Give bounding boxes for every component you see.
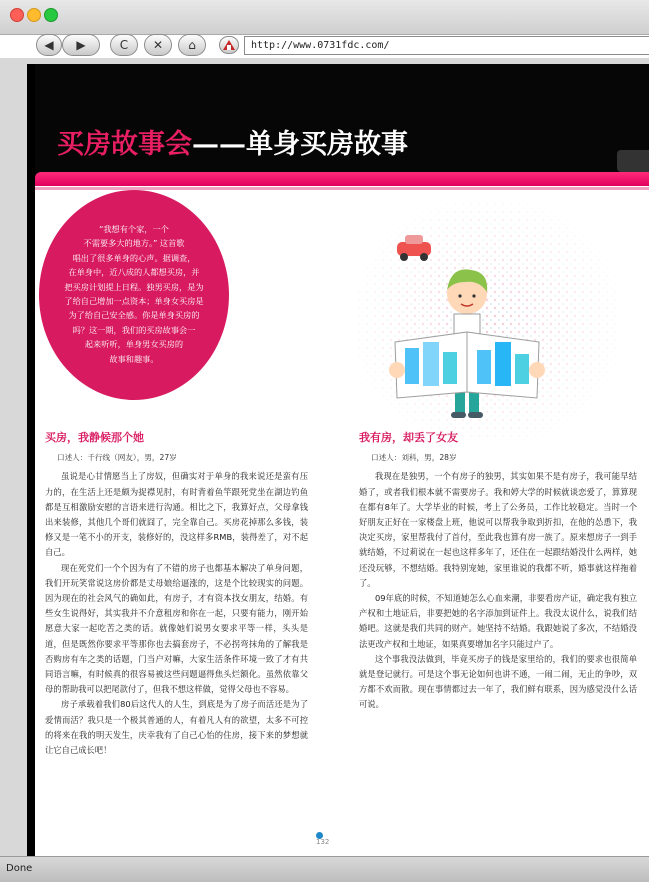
- man-reading-map-illustration: [357, 202, 617, 442]
- status-bar: [0, 856, 649, 882]
- story-right-narrator: 口述人：刘科，男，28岁: [371, 453, 457, 463]
- story-left: [45, 430, 308, 758]
- story-left-heading: 买房，我静候那个她: [45, 431, 144, 444]
- story-left-paragraph: 虽说是心甘情愿当上了房奴，但确实对于单身的我来说还是蛮有压力的，在生活上还是颇为捉襟见肘，有时背着鱼竿跟死党坐在湖边钓鱼都是互相激励安慰的言语来进行沟通。相比之下，我算好点，父母拿钱出来装修，其他几个哥们就囧了，完全靠自己。买房花掉那么多钱，装修又是一笔不小的开支，装修好的，没这样多RMB，装得差了，对不起自己。: [45, 471, 308, 558]
- intro-line: 了给自己增加一点资本；单身女买房是: [64, 296, 204, 307]
- forward-button[interactable]: [62, 34, 100, 56]
- back-arrow-icon: ◀: [44, 38, 54, 52]
- intro-line: “我想有个家，一个: [99, 224, 169, 234]
- intro-line: 吗？这一期，我们的买房故事会一: [72, 324, 196, 335]
- minimize-window-button[interactable]: [27, 8, 41, 22]
- stop-icon: ✕: [152, 38, 164, 52]
- magazine-header: [27, 64, 649, 186]
- home-icon: ⌂: [188, 38, 196, 52]
- url-text: http://www.0731fdc.com/: [251, 40, 390, 51]
- intro-line: 故事和趣事。: [109, 353, 159, 364]
- site-logo-icon: [220, 37, 238, 53]
- site-favicon: [219, 36, 239, 54]
- intro-circle: [39, 190, 229, 400]
- pink-ribbon: [35, 172, 649, 186]
- story-right-paragraph: 我现在是独男，一个有房子的独男，其实如果不是有房子，我可能早结婚了，或者我们根本就不需要房子。我和婷大学的时候就谈恋爱了，算算现在都有8年了。大学毕业的时候，考上了公务员，工作比较稳定。当时一个好朋友正好在一家楼盘上班，他说可以帮我争取到折扣，在他的怂恿下，我决定买房，家里帮我付了首付，至此我也算有房一族了。原来想房子一到手就结婚，不过莉说在一起也这样多年了，还住在一起跟结婚没什么两样，她还没玩够，不想结婚。我特别宠她，家里谁说的我都不听，婚事就这样拖着了。: [359, 471, 637, 588]
- browser-toolbar: [0, 34, 649, 58]
- page-number: 132: [316, 838, 330, 846]
- home-button[interactable]: [178, 34, 206, 56]
- story-left-paragraph: 房子承载着我们80后这代人的人生，到底是为了房子而活还是为了爱情而活？我只是一个极其普通的人，有着凡人有的欲望，太多不可控的将来在我的明天发生，庆幸我有了自己心怡的住房，接下来的梦想就让它自己成长吧！: [45, 699, 308, 756]
- story-right-paragraph: 这个事我没法做到，毕竟买房子的钱是家里给的，我们的要求也很简单就是登记就行。可是这个事无论如何也讲不通，一闹二闹，无止的争吵，双方都不欢而散。现在事情都过去一年了，我们鲜有联系，因为感觉没什么话可说。: [359, 653, 637, 710]
- page-viewport[interactable]: [27, 64, 649, 856]
- intro-line: 为了给自己安全感。你是单身买房的: [68, 310, 200, 321]
- status-text: Done: [6, 863, 33, 874]
- stop-button[interactable]: [144, 34, 172, 56]
- forward-arrow-icon: ▶: [76, 38, 86, 52]
- page-title: [57, 122, 408, 161]
- side-tab: [617, 150, 649, 172]
- intro-line: 把买房计划提上日程。独男买房，是为: [64, 281, 204, 292]
- address-bar[interactable]: [244, 36, 649, 55]
- window-titlebar: [0, 0, 649, 35]
- intro-line: 唱出了很多单身的心声。据调查，: [72, 252, 196, 263]
- intro-line: 起来听听，单身男女买房的: [84, 339, 184, 350]
- close-window-button[interactable]: [10, 8, 24, 22]
- page-left-border: [27, 64, 35, 856]
- intro-line: 在单身中，近八成的人都想买房，并: [68, 267, 200, 278]
- reload-icon: C: [119, 38, 129, 52]
- story-right-paragraph: 09年底的时候，不知道她怎么心血来潮，非要看房产证，确定我有独立产权和土地证后，非要把她的名字添加到证件上。我没太说什么，说我们结婚吧。这就是我们共同的财产。她坚持不结婚。我跟她说了多次，不结婚没法更改产权和土地证，如果真要增加名字只能过户了。: [359, 593, 637, 649]
- story-left-paragraph: 现在死党们一个个因为有了不错的房子也都基本解决了单身问题，我们开玩笑常说这房价都是丈母娘给逼涨的，这是个比较现实的问题。因为现在的社会风气的确如此，有房子，才有资本找女朋友，结婚。有些女生说得好，其实我并不介意租房和你在一起，只要有能力，刚开始愿意大家一起吃苦之类的话。就像她们说男女要求平等一样，头头是道，但是既然你要求平等那你也去搞套房子，不必拐弯抹角的了解我是否购房有车之类的话题，门当户对嘛，大家生活条件环境一致了才有共同语言嘛，有时候真的很容易被这些问题逼得焦头烂额化。虽然依靠父母的帮助我可以把尾款付了，但我不想这样做，觉得父母也不容易。: [45, 562, 308, 695]
- story-right-heading: 我有房，却丢了女友: [359, 431, 458, 444]
- story-right: [359, 430, 637, 713]
- story-left-narrator: 口述人：千行线（网友），男，27岁: [57, 453, 177, 463]
- back-button[interactable]: [36, 34, 62, 56]
- intro-line: 不需要多大的地方。” 这首歌: [83, 238, 185, 249]
- zoom-window-button[interactable]: [44, 8, 58, 22]
- title-rest: ——单身买房故事: [192, 129, 408, 160]
- window-frame-left: [0, 58, 27, 856]
- title-highlight: 买房故事会: [57, 129, 192, 160]
- reload-button[interactable]: [110, 34, 138, 56]
